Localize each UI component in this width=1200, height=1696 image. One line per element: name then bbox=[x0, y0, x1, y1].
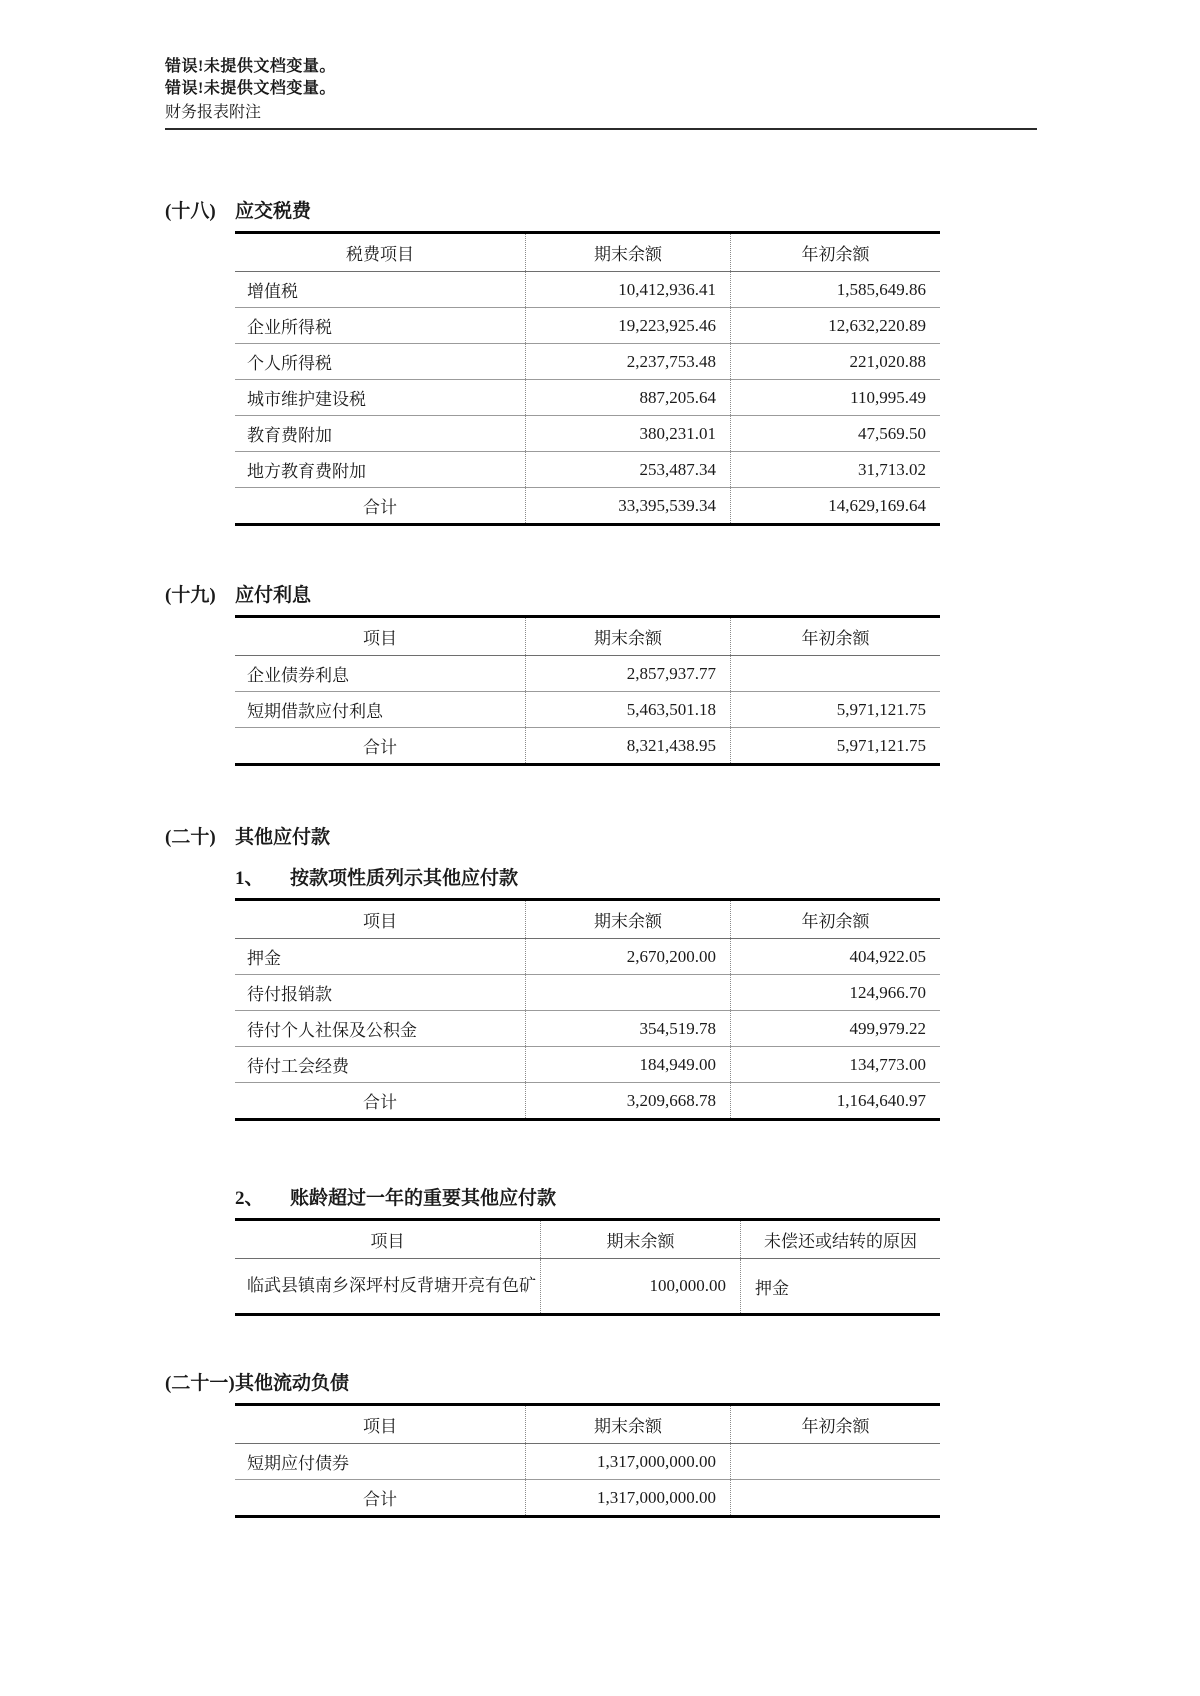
column-header-reason: 未偿还或结转的原因 bbox=[740, 1221, 940, 1258]
row-item: 地方教育费附加 bbox=[247, 462, 366, 481]
row-beginning-value: 124,966.70 bbox=[730, 975, 940, 1010]
interest-payable-table bbox=[235, 615, 940, 766]
subsection-2-title: 账龄超过一年的重要其他应付款 bbox=[290, 1188, 557, 1209]
doc-variable-error-line-1: 错误!未提供文档变量。 bbox=[165, 58, 336, 75]
section-20-title: 其他应付款 bbox=[235, 827, 331, 848]
row-beginning-value: 110,995.49 bbox=[730, 380, 940, 415]
table-row bbox=[235, 452, 940, 488]
table-total-row bbox=[235, 1480, 940, 1515]
column-header-ending-balance: 期末余额 bbox=[525, 234, 730, 271]
section-taxes-payable bbox=[165, 196, 1200, 526]
row-item: 个人所得税 bbox=[247, 354, 332, 373]
table-header-row bbox=[235, 901, 940, 939]
row-item: 短期应付债券 bbox=[247, 1454, 349, 1473]
table-row bbox=[235, 272, 940, 308]
other-current-liabilities-table bbox=[235, 1403, 940, 1518]
row-item: 教育费附加 bbox=[247, 426, 332, 445]
column-header-ending-balance: 期末余额 bbox=[525, 901, 730, 938]
row-item: 企业所得税 bbox=[247, 318, 332, 337]
section-21-title: 其他流动负债 bbox=[235, 1373, 350, 1394]
table-header-row bbox=[235, 234, 940, 272]
row-item: 临武县镇南乡深坪村反背塘开亮有色矿 bbox=[247, 1276, 536, 1295]
row-item: 待付工会经费 bbox=[247, 1057, 349, 1076]
section-19-number: (十九) bbox=[165, 585, 216, 606]
row-ending-value: 100,000.00 bbox=[540, 1259, 740, 1313]
table-row bbox=[235, 1047, 940, 1083]
row-item: 押金 bbox=[247, 949, 281, 968]
section-20-number: (二十) bbox=[165, 827, 216, 848]
row-ending-value: 1,317,000,000.00 bbox=[525, 1444, 730, 1479]
total-label: 合计 bbox=[363, 738, 397, 757]
row-ending-value: 5,463,501.18 bbox=[525, 692, 730, 727]
row-beginning-value: 31,713.02 bbox=[730, 452, 940, 487]
taxes-payable-table bbox=[235, 231, 940, 526]
section-18-number: (十八) bbox=[165, 201, 216, 222]
table-header-row bbox=[235, 618, 940, 656]
section-21-number: (二十一) bbox=[165, 1373, 235, 1394]
total-label: 合计 bbox=[363, 1093, 397, 1112]
total-label: 合计 bbox=[363, 1490, 397, 1509]
row-ending-value: 19,223,925.46 bbox=[525, 308, 730, 343]
subsection-1-number: 1、 bbox=[235, 868, 264, 889]
row-item: 企业债券利息 bbox=[247, 666, 349, 685]
row-beginning-value: 1,585,649.86 bbox=[730, 272, 940, 307]
row-item: 待付报销款 bbox=[247, 985, 332, 1004]
column-header-ending-balance: 期末余额 bbox=[540, 1221, 740, 1258]
row-item: 短期借款应付利息 bbox=[247, 702, 383, 721]
row-ending-value: 354,519.78 bbox=[525, 1011, 730, 1046]
row-item: 城市维护建设税 bbox=[247, 390, 366, 409]
row-beginning-value bbox=[730, 656, 940, 691]
row-item: 增值税 bbox=[247, 282, 298, 301]
table-row bbox=[235, 308, 940, 344]
section-interest-payable bbox=[165, 580, 1200, 766]
row-ending-value: 380,231.01 bbox=[525, 416, 730, 451]
table-row bbox=[235, 939, 940, 975]
column-header-beginning-balance: 年初余额 bbox=[730, 618, 940, 655]
table-row bbox=[235, 975, 940, 1011]
table-row bbox=[235, 656, 940, 692]
row-ending-value: 2,237,753.48 bbox=[525, 344, 730, 379]
row-beginning-value: 47,569.50 bbox=[730, 416, 940, 451]
column-header-beginning-balance: 年初余额 bbox=[730, 901, 940, 938]
table-row bbox=[235, 1444, 940, 1480]
other-payables-by-nature-table bbox=[235, 898, 940, 1121]
table-header-row bbox=[235, 1221, 940, 1259]
row-beginning-value bbox=[730, 1444, 940, 1479]
row-ending-value: 2,857,937.77 bbox=[525, 656, 730, 691]
total-beginning-value: 1,164,640.97 bbox=[730, 1083, 940, 1118]
total-ending-value: 8,321,438.95 bbox=[525, 728, 730, 763]
column-header-item: 项目 bbox=[363, 912, 397, 931]
doc-header bbox=[165, 56, 1037, 130]
row-beginning-value: 499,979.22 bbox=[730, 1011, 940, 1046]
row-item: 待付个人社保及公积金 bbox=[247, 1021, 417, 1040]
row-ending-value: 253,487.34 bbox=[525, 452, 730, 487]
row-beginning-value: 5,971,121.75 bbox=[730, 692, 940, 727]
section-18-title: 应交税费 bbox=[235, 201, 312, 222]
subsection-2-number: 2、 bbox=[235, 1188, 264, 1209]
table-total-row bbox=[235, 488, 940, 523]
table-total-row bbox=[235, 1083, 940, 1118]
doc-subtitle: 财务报表附注 bbox=[165, 104, 262, 121]
total-beginning-value: 5,971,121.75 bbox=[730, 728, 940, 763]
total-beginning-value bbox=[730, 1480, 940, 1515]
column-header-tax-item: 税费项目 bbox=[346, 245, 414, 264]
row-reason: 押金 bbox=[740, 1259, 940, 1313]
table-row bbox=[235, 416, 940, 452]
subsection-2-heading bbox=[235, 1183, 1200, 1210]
column-header-item: 项目 bbox=[370, 1232, 405, 1251]
total-beginning-value: 14,629,169.64 bbox=[730, 488, 940, 523]
column-header-beginning-balance: 年初余额 bbox=[730, 234, 940, 271]
table-total-row bbox=[235, 728, 940, 763]
row-ending-value bbox=[525, 975, 730, 1010]
table-row bbox=[235, 380, 940, 416]
section-19-title: 应付利息 bbox=[235, 585, 312, 606]
row-ending-value: 184,949.00 bbox=[525, 1047, 730, 1082]
row-ending-value: 2,670,200.00 bbox=[525, 939, 730, 974]
row-beginning-value: 404,922.05 bbox=[730, 939, 940, 974]
column-header-beginning-balance: 年初余额 bbox=[730, 1406, 940, 1443]
column-header-ending-balance: 期末余额 bbox=[525, 1406, 730, 1443]
row-ending-value: 10,412,936.41 bbox=[525, 272, 730, 307]
total-label: 合计 bbox=[363, 498, 397, 517]
table-row bbox=[235, 1011, 940, 1047]
column-header-item: 项目 bbox=[363, 629, 397, 648]
table-row bbox=[235, 692, 940, 728]
section-other-current-liabilities bbox=[165, 1368, 1200, 1518]
section-other-payables bbox=[165, 822, 1200, 1316]
column-header-item: 项目 bbox=[363, 1417, 397, 1436]
column-header-ending-balance: 期末余额 bbox=[525, 618, 730, 655]
total-ending-value: 3,209,668.78 bbox=[525, 1083, 730, 1118]
subsection-1-title: 按款项性质列示其他应付款 bbox=[290, 868, 519, 889]
row-ending-value: 887,205.64 bbox=[525, 380, 730, 415]
row-beginning-value: 221,020.88 bbox=[730, 344, 940, 379]
total-ending-value: 1,317,000,000.00 bbox=[525, 1480, 730, 1515]
row-beginning-value: 134,773.00 bbox=[730, 1047, 940, 1082]
subsection-1-heading bbox=[235, 863, 1200, 890]
table-header-row bbox=[235, 1406, 940, 1444]
doc-variable-error-line-2: 错误!未提供文档变量。 bbox=[165, 80, 336, 97]
aged-over-one-year-payables-table bbox=[235, 1218, 940, 1316]
table-row bbox=[235, 1259, 940, 1313]
row-beginning-value: 12,632,220.89 bbox=[730, 308, 940, 343]
total-ending-value: 33,395,539.34 bbox=[525, 488, 730, 523]
table-row bbox=[235, 344, 940, 380]
